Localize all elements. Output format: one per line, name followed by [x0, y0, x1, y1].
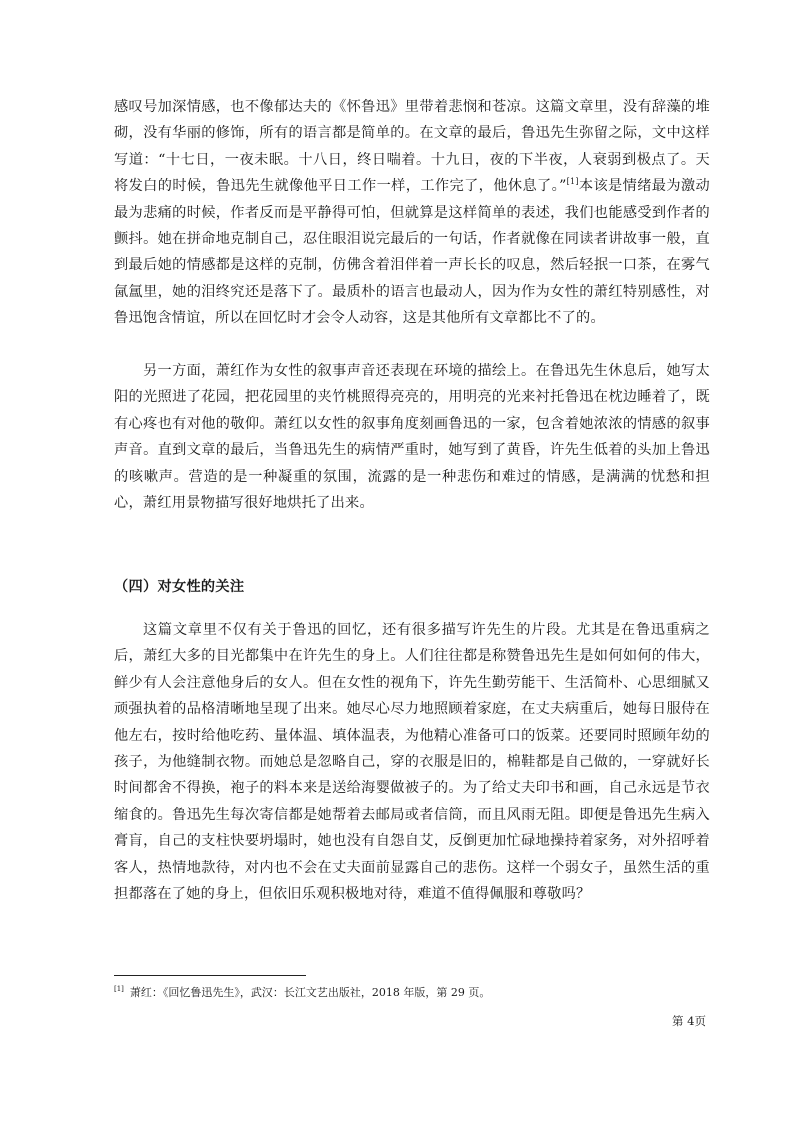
body-paragraph: 另一方面，萧红作为女性的叙事声音还表现在环境的描绘上。在鲁迅先生休息后，她写太阳的光照进了花园，把花园里的夹竹桃照得亮亮的，用明亮的光来衬托鲁迅在枕边睡着了，既有心疼也有对他的敬仰。萧红以女性的叙事角度刻画鲁迅的一家，包含着她浓浓的情感的叙事声音。直到文章的最后，当鲁迅先生的病情严重时，她写到了黄昏，许先生低着的头加上鲁迅的咳嗽声。营造的是一种凝重的氛围，流露的是一种悲伤和难过的情感，是满满的忧愁和担心，萧红用景物描写很好地烘托了出来。 — [114, 363, 710, 512]
body-paragraph: 这篇文章里不仅有关于鲁迅的回忆，还有很多描写许先生的片段。尤其是在鲁迅重病之后，萧红大多的目光都集中在许先生的身上。人们往往都是称赞鲁迅先生是如何如何的伟大，鲜少有人会注意他身后的女人。但在女性的视角下，许先生勤劳能干、生活简朴、心思细腻又顽强执着的品格清晰地呈现了出来。她尽心尽力地照顾着家庭，在丈夫病重后，她每日服侍在他左右，按时给他吃药、量体温、填体温表，为他精心准备可口的饭菜。还要同时照顾年幼的孩子，为他缝制衣物。而她总是忽略自己，穿的衣服是旧的，棉鞋都是自己做的，一穿就好长时间都舍不得换，袍子的料本来是送给海婴做被子的。为了给丈夫印书和画，自己永远是节衣缩食的。鲁迅先生每次寄信都是她帮着去邮局或者信筒，而且风雨无阻。即便是鲁迅先生病入膏肓，自己的支柱快要坍塌时，她也没有自怨自艾，反倒更加忙碌地操持着家务，对外招呼着客人，热情地款待，对内也不会在丈夫面前显露自己的悲伤。这样一个弱女子，虽然生活的重担都落在了她的身上，但依旧乐观积极地对待，难道不值得佩服和尊敬吗？ — [114, 622, 710, 903]
footnote-mark: [1] — [114, 985, 124, 993]
page-number: 第 4页 — [672, 1014, 706, 1028]
footnote-divider — [114, 975, 306, 976]
section-heading: （四）对女性的关注 — [114, 579, 245, 595]
footnote — [114, 985, 710, 1001]
footnote-reference[interactable]: [1] — [566, 177, 579, 187]
footnote-text: 萧红：《回忆鲁迅先生》，武汉：长江文艺出版社，2018 年版，第 29 页。 — [129, 986, 491, 999]
body-paragraph — [114, 94, 710, 332]
paragraph-text: 感叹号加深情感，也不像郁达夫的《怀鲁迅》里带着悲悯和苍凉。这篇文章里，没有辞藻的堆砌，没有华丽的修饰，所有的语言都是简单的。在文章的最后，鲁迅先生弥留之际，文中这样写道：“十七日，一夜未眠。十八日，终日喘着。十九日，夜的下半夜，人衰弱到极点了。天将发白的时候，鲁迅先生就像他平日工作一样，工作完了，他休息了。” — [114, 99, 710, 195]
paragraph-text: 本该是情绪最为激动最为悲痛的时候，作者反而是平静得可怕，但就算是这样简单的表述，我们也能感受到作者的颤抖。她在拼命地克制自己，忍住眼泪说完最后的一句话，作者就像在同读者讲故事一般，直到最后她的情感都是这样的克制，仿佛含着泪伴着一声长长的叹息，然后轻抿一口茶，在雾气氤氲里，她的泪终究还是落下了。最质朴的语言也最动人，因为作为女性的萧红特别感性，对鲁迅饱含情谊，所以在回忆时才会令人动容，这是其他所有文章都比不了的。 — [114, 178, 710, 327]
